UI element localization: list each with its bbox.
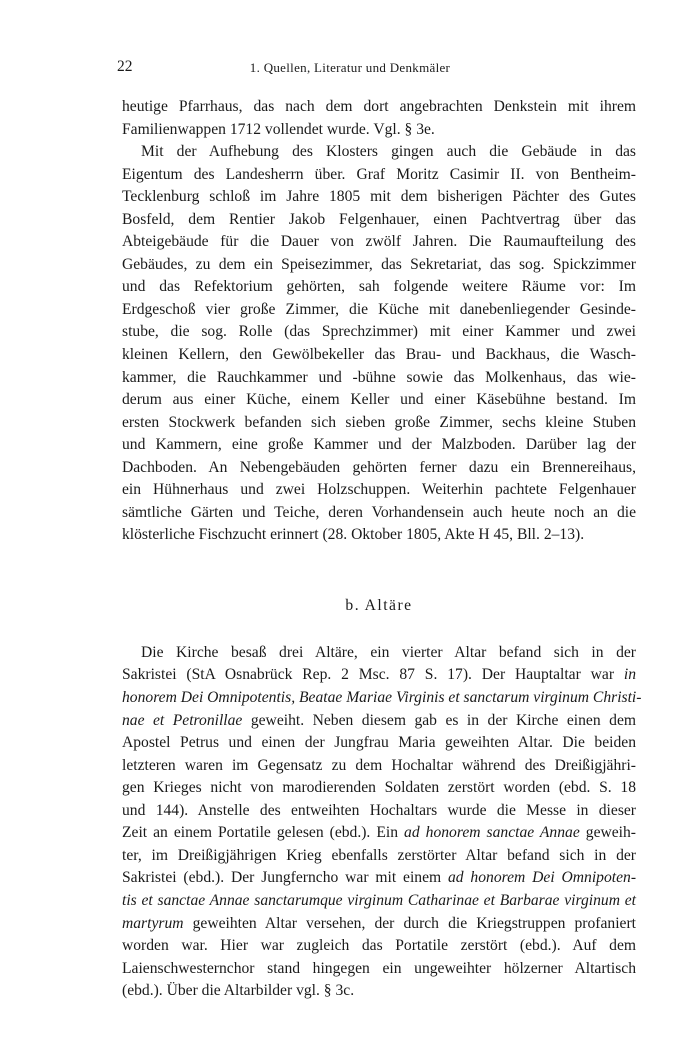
section-paragraph <box>122 642 642 1003</box>
body-text <box>122 96 642 1003</box>
section-paragraph-line: nae et Petronillae geweiht. Neben diesem gab es in der Kirche einen dem <box>122 711 636 729</box>
paragraph-line: klösterliche Fischzucht erinnert (28. Oktober 1805, Akte H 45, Bll. 2–13). <box>122 526 585 544</box>
section-paragraph-line: Apostel Petrus und einen der Jungfrau Maria geweihten Altar. Die beiden <box>122 734 636 752</box>
page-header <box>0 58 700 82</box>
running-title: 1. Quellen, Literatur und Denkmäler <box>249 60 451 75</box>
section-paragraph-line: Laienschwesternchor stand hingegen ein ungeweihter hölzerner Altartisch <box>122 959 636 977</box>
section-paragraph-line: tis et sanctae Annae sanctarumque virginum Catharinae et Barbarae virginum et <box>122 891 636 909</box>
section-paragraph-line: Zeit an einem Portatile gelesen (ebd.). Ein ad honorem sanctae Annae geweih- <box>122 824 636 842</box>
section-paragraph-line: martyrum geweihten Altar versehen, der durch die Kriegstruppen profaniert <box>122 914 636 932</box>
paragraph-line: stube, die sog. Rolle (das Sprechzimmer) mit einer Kammer und zwei <box>122 323 636 341</box>
paragraph-line: kammer, die Rauchkammer und -bühne sowie das Molkenhaus, das wie- <box>122 368 636 386</box>
paragraph-line: Dachboden. An Nebengebäuden gehörten ferner dazu ein Brennereihaus, <box>122 458 636 476</box>
paragraph-line: heutige Pfarrhaus, das nach dem dort angebrachten Denkstein mit ihrem <box>122 98 636 115</box>
section-paragraph-line: worden war. Hier war zugleich das Portatile zerstört (ebd.). Auf dem <box>122 937 636 955</box>
section-paragraph-line: letzteren waren im Gegensatz zu dem Hochaltar während des Dreißigjähri- <box>122 756 636 774</box>
paragraph-line: Erdgeschoß vier große Zimmer, die Küche mit danebenliegender Gesinde- <box>122 300 636 318</box>
paragraph-line: Familienwappen 1712 vollendet wurde. Vgl. § 3e. <box>122 120 435 138</box>
section-paragraph-line: Sakristei (ebd.). Der Jungferncho war mit einem ad honorem Dei Omnipoten- <box>122 869 637 887</box>
section-paragraph-line: Sakristei (StA Osnabrück Rep. 2 Msc. 87 S. 17). Der Hauptaltar war in <box>122 666 636 684</box>
paragraph-line: Eigentum des Landesherrn über. Graf Moritz Casimir II. von Bentheim- <box>122 165 636 183</box>
paragraph-line: Abteigebäude für die Dauer von zwölf Jahren. Die Raumaufteilung des <box>122 233 636 251</box>
paragraph-line: und Kammern, eine große Kammer und der Malzboden. Darüber lag der <box>122 436 636 454</box>
paragraph-line: ersten Stockwerk befanden sich sieben große Zimmer, sechs kleine Stuben <box>122 413 636 431</box>
paragraph-line: Mit der Aufhebung des Klosters gingen auch die Gebäude in das <box>141 143 636 161</box>
paragraph-line: Bosfeld, dem Rentier Jakob Felgenhauer, einen Pachtvertrag über das <box>122 210 636 228</box>
section-paragraph-line: Die Kirche besaß drei Altäre, ein vierter Altar befand sich in der <box>141 643 636 661</box>
section-paragraph-line: (ebd.). Über die Altarbilder vgl. § 3c. <box>122 982 355 1000</box>
paragraph-line: Gebäudes, zu dem ein Speisezimmer, das Sekretariat, das sog. Spickzimmer <box>122 255 636 273</box>
section-paragraph-line: ter, im Dreißigjährigen Krieg ebenfalls zerstörter Altar befand sich in der <box>122 846 636 864</box>
paragraph-line: derum aus einer Küche, einem Keller und einer Käsebühne bestand. Im <box>122 391 636 409</box>
paragraph-line: kleinen Kellern, den Gewölbekeller das Brau- und Backhaus, die Wasch- <box>122 346 636 364</box>
paragraph-line: Tecklenburg schloß im Jahre 1805 mit dem bisherigen Pächter des Gutes <box>122 188 636 206</box>
paragraph-line: und das Refektorium gehörten, sah folgende weitere Räume vor: Im <box>122 278 636 296</box>
paragraph <box>122 141 636 547</box>
page-number: 22 <box>117 58 133 75</box>
section-paragraph-line: und 144). Anstelle des entweihten Hochaltars wurde die Messe in dieser <box>122 801 636 819</box>
paragraph-line: sämtliche Gärten und Teiche, deren Vorhandensein auch heute noch an die <box>122 503 636 521</box>
paragraph <box>122 96 636 141</box>
section-paragraph-line: gen Krieges nicht von marodierenden Soldaten zerstört worden (ebd. S. 18 <box>122 779 636 797</box>
paragraph-line: ein Hühnerhaus und zwei Holzschuppen. Weiterhin pachtete Felgenhauer <box>122 481 636 499</box>
section-paragraph-line: honorem Dei Omnipotentis, Beatae Mariae Virginis et sanctarum virginum Christi- <box>122 689 642 707</box>
section-heading: b. Altäre <box>345 596 413 614</box>
